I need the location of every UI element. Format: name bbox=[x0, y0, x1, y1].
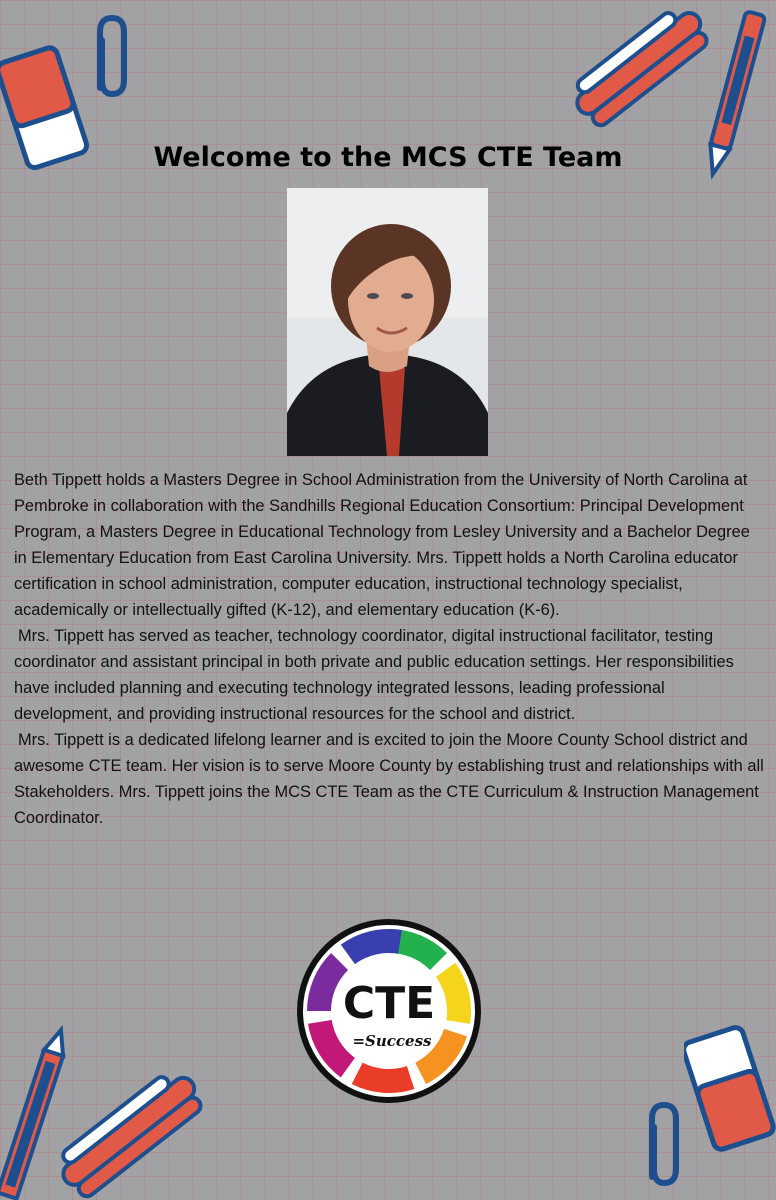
bio-paragraph: Mrs. Tippett has served as teacher, technology coordinator, digital instructional facilitator, testing coordinator and assistant principal in both private and public education settings. Her responsibilities have included planning and executing technology integrated lessons, leading professional development, and providing instructional resources for the school and district. bbox=[14, 627, 734, 723]
stapler-icon bbox=[50, 1065, 210, 1200]
portrait-photo bbox=[287, 188, 488, 456]
cte-logo bbox=[296, 918, 482, 1104]
eraser-icon bbox=[684, 1020, 776, 1160]
paperclip-icon bbox=[80, 10, 140, 105]
bio-text bbox=[14, 467, 766, 831]
logo-tagline-text: =Success bbox=[352, 1032, 432, 1050]
logo-main-text: CTE bbox=[342, 978, 436, 1029]
page-title: Welcome to the MCS CTE Team bbox=[153, 142, 623, 173]
paperclip-icon bbox=[632, 1095, 692, 1195]
bio-paragraph: Mrs. Tippett is a dedicated lifelong learner and is excited to join the Moore County School district and awesome CTE team. Her vision is to serve Moore County by establishing trust and relationships with all Stakeholders. Mrs. Tippett joins the MCS CTE Team as the CTE Curriculum & Instruction Management Coordinator. bbox=[14, 731, 764, 827]
stapler-icon bbox=[565, 0, 715, 130]
bio-paragraph: Beth Tippett holds a Masters Degree in School Administration from the University of North Carolina at Pembroke in collaboration with the Sandhills Regional Education Consortium: Principal Development Program, a Masters Degree in Educational Technology from Lesley University and a Bachelor Degree in Elementary Education from East Carolina University. Mrs. Tippett holds a North Carolina educator certification in school administration, computer education, instructional technology specialist, academically or intellectually gifted (K-12), and elementary education (K-6). bbox=[14, 471, 750, 619]
